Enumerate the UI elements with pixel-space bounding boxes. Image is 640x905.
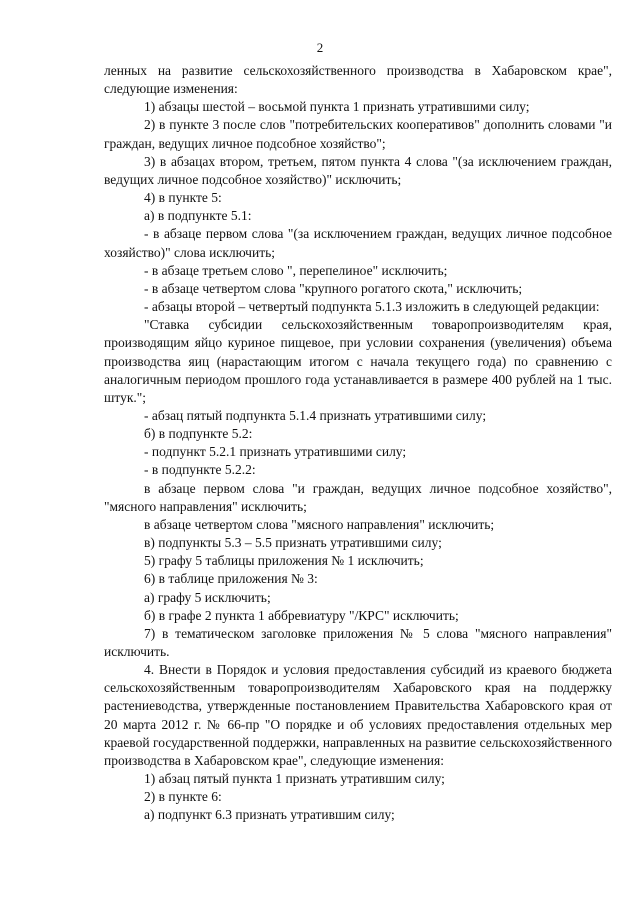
paragraph: б) в графе 2 пункта 1 аббревиатуру "/КРС" исключить; [144, 607, 459, 623]
paragraph: - в подпункте 5.2.2: [144, 462, 256, 478]
paragraph: - абзацы второй – четвертый подпункта 5.1.3 изложить в следующей редакции: [144, 299, 600, 315]
paragraph: а) графу 5 исключить; [144, 589, 271, 605]
paragraph: - в абзаце первом слова "(за исключением граждан, ведущих личное подсобное хозяйство)" слова исключить; [104, 226, 612, 260]
paragraph: - абзац пятый подпункта 5.1.4 признать утратившими силу; [144, 407, 487, 423]
paragraph: в абзаце первом слова "и граждан, ведущих личное подсобное хозяйство", "мясного направления" исключить; [104, 480, 612, 514]
paragraph: 1) абзацы шестой – восьмой пункта 1 признать утратившими силу; [144, 99, 530, 115]
paragraph: ленных на развитие сельскохозяйственного производства в Хабаровском крае", следующие изменения: [104, 63, 612, 97]
paragraph: 5) графу 5 таблицы приложения № 1 исключить; [144, 553, 424, 569]
paragraph: 3) в абзацах втором, третьем, пятом пункта 4 слова "(за исключением граждан, ведущих личное подсобное хозяйство)" исключить; [104, 153, 612, 187]
paragraph: "Ставка субсидии сельскохозяйственным товаропроизводителям края, производящим яйцо куриное пищевое, при условии сохранения (увеличения) объема производства яиц (нарастающим итогом с начала текущего года) по сравнению с аналогичным периодом прошлого года устанавливается в размере 400 рублей на 1 тыс. штук."; [104, 317, 612, 405]
paragraph: 4) в пункте 5: [144, 190, 222, 206]
paragraph: в абзаце четвертом слова "мясного направления" исключить; [144, 516, 495, 532]
paragraph: - подпункт 5.2.1 признать утратившими силу; [144, 444, 407, 460]
paragraph: 2) в пункте 6: [144, 789, 222, 805]
paragraph: 7) в тематическом заголовке приложения № 5 слова "мясного направления" исключить. [104, 625, 612, 659]
paragraph: 6) в таблице приложения № 3: [144, 571, 318, 587]
paragraph: б) в подпункте 5.2: [144, 426, 253, 442]
paragraph: в) подпункты 5.3 – 5.5 признать утратившими силу; [144, 535, 442, 551]
paragraph: - в абзаце четвертом слова "крупного рогатого скота," исключить; [144, 280, 523, 296]
paragraph: 2) в пункте 3 после слов "потребительских кооперативов" дополнить словами "и граждан, ведущих личное подсобное хозяйство"; [104, 117, 612, 151]
paragraph: 4. Внести в Порядок и условия предоставления субсидий из краевого бюджета сельскохозяйственным товаропроизводителям Хабаровского края на поддержку растениеводства, утвержденные постановлением Правительства Хабаровского края от 20 марта 2012 г. № 66-пр "О порядке и об условиях предоставления отдельных мер краевой государственной поддержки, направленных на развитие сельскохозяйственного производства в Хабаровском крае", следующие изменения: [104, 662, 612, 768]
paragraph: а) в подпункте 5.1: [144, 208, 252, 224]
paragraph: 1) абзац пятый пункта 1 признать утратившим силу; [144, 771, 445, 787]
page-number: 2 [316, 40, 324, 55]
document-body [104, 62, 612, 825]
paragraph: - в абзаце третьем слово ", перепелиное" исключить; [144, 262, 448, 278]
paragraph: а) подпункт 6.3 признать утратившим силу; [144, 807, 395, 823]
